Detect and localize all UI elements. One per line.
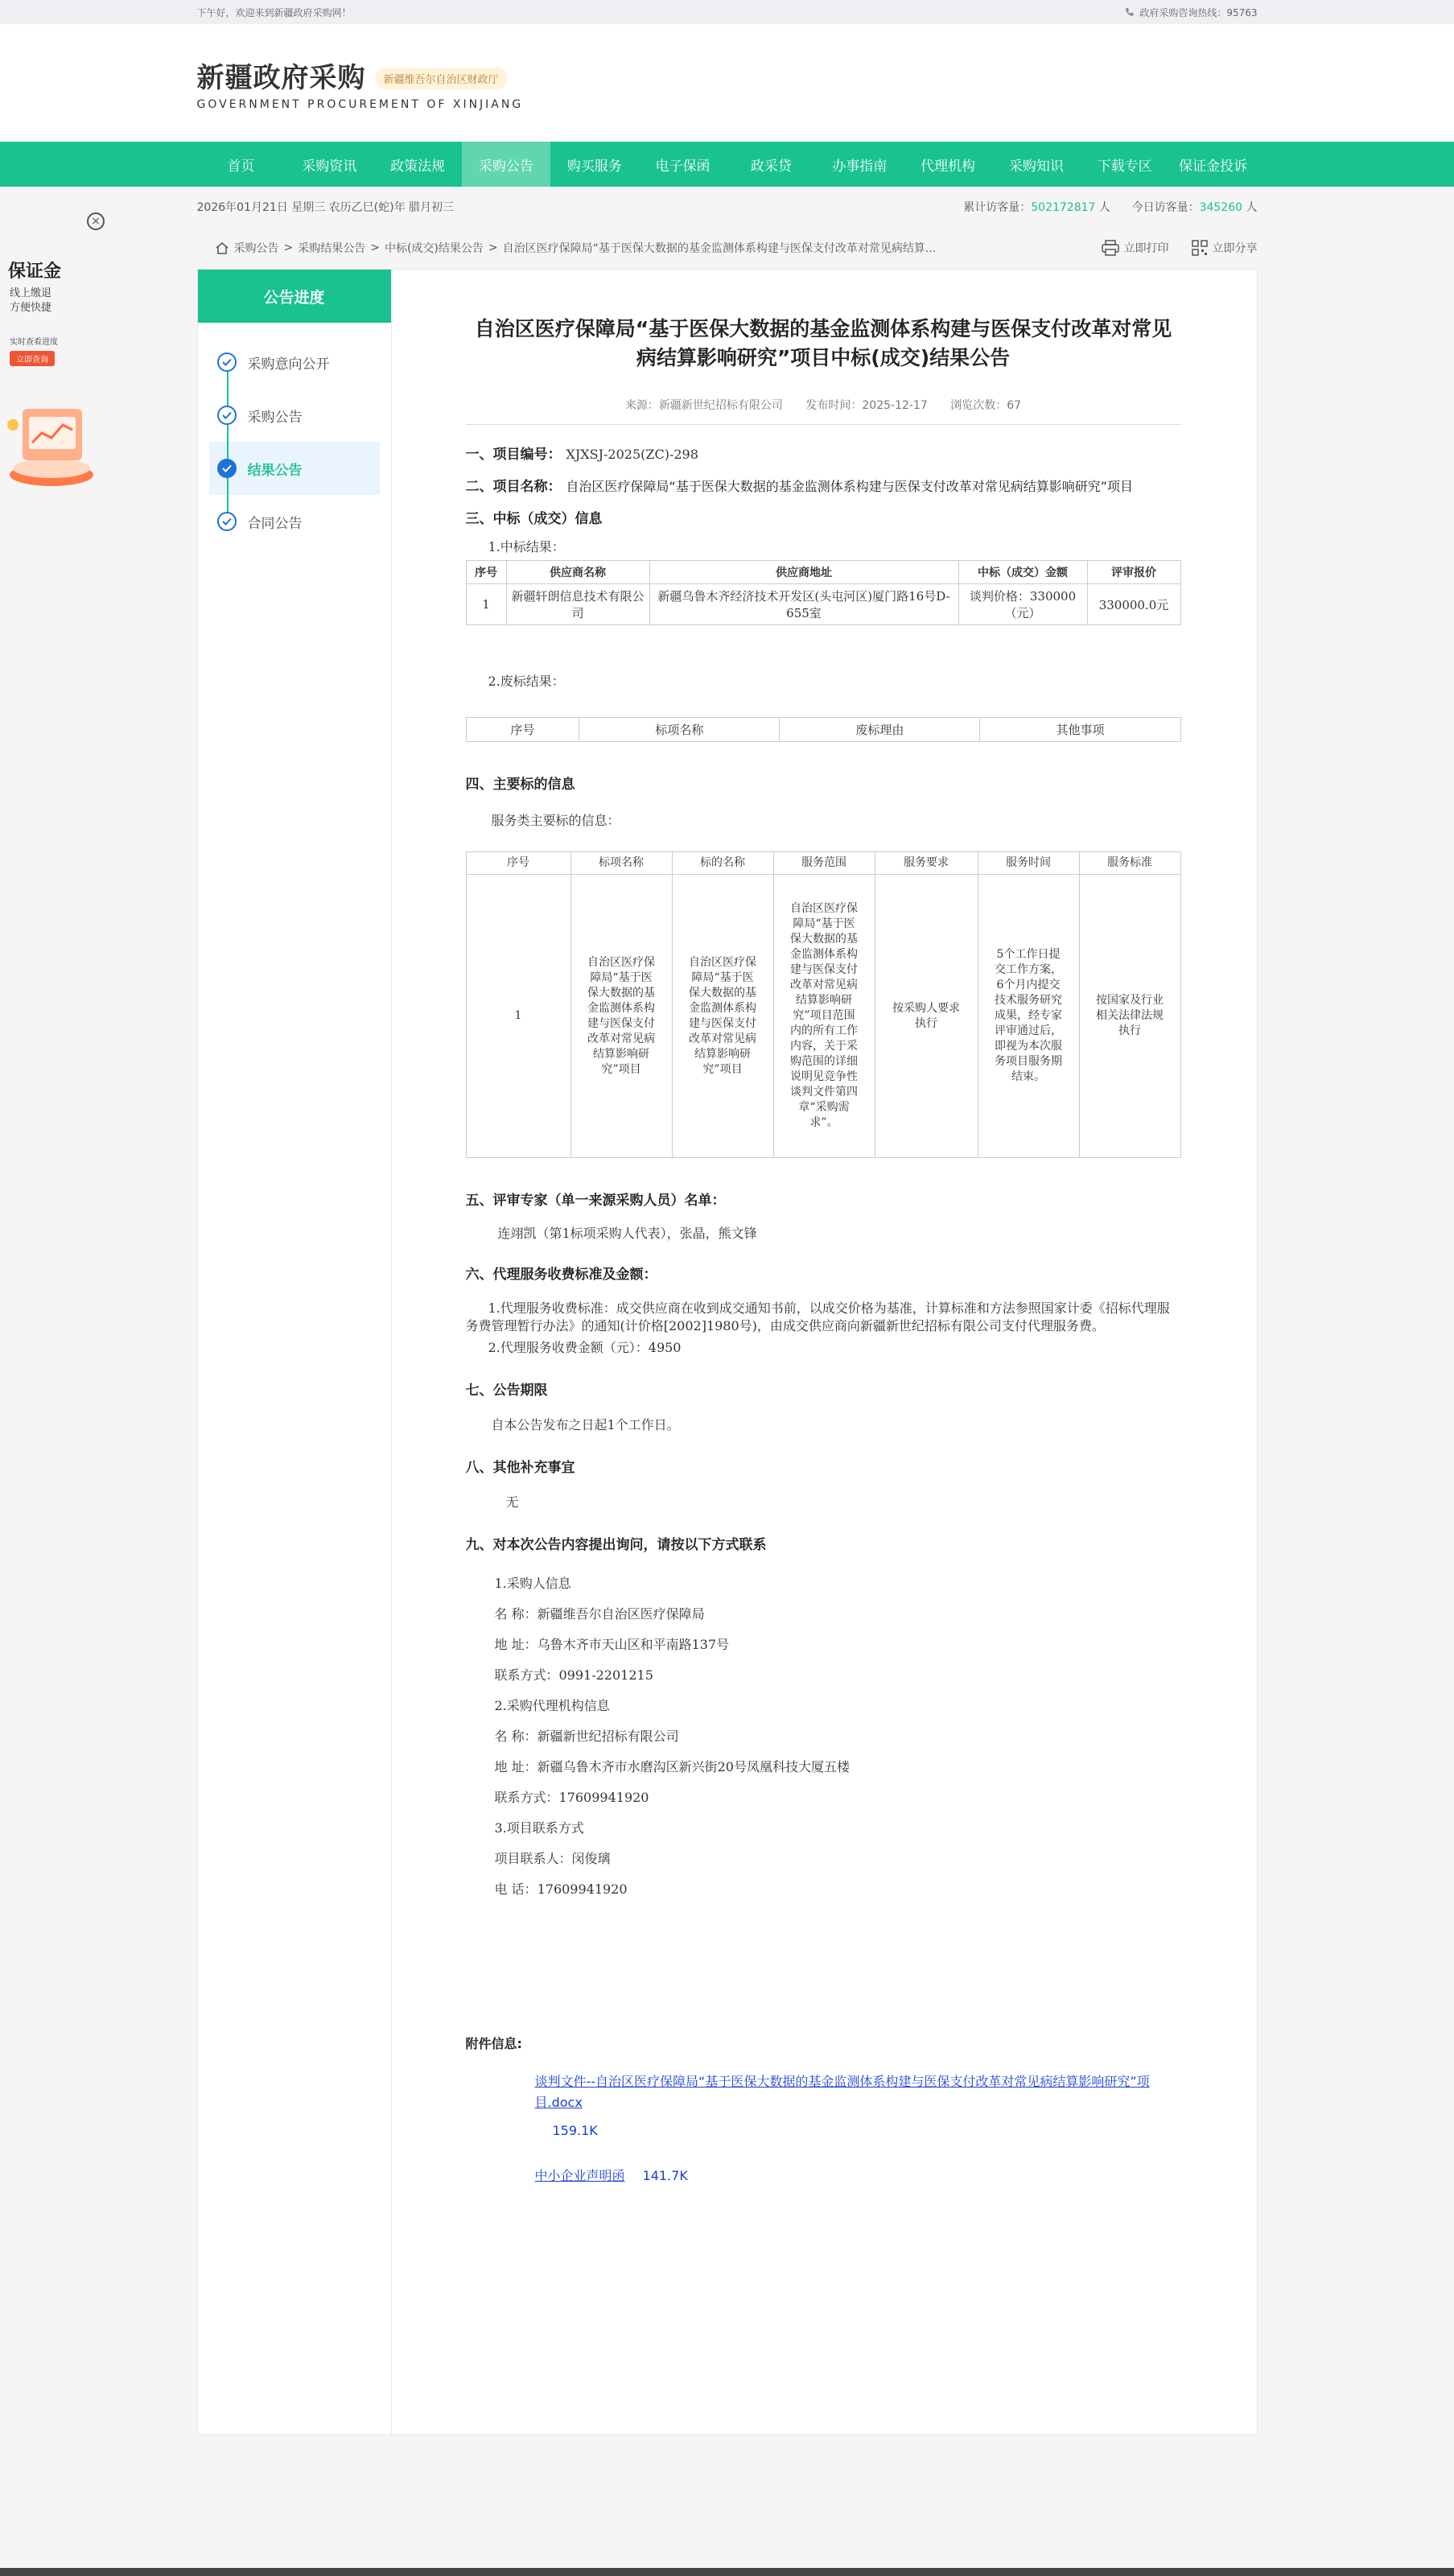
nav-item[interactable]: 政采贷 — [750, 158, 792, 175]
print-button[interactable]: 立即打印 — [1102, 240, 1169, 256]
contact-line: 地 址：乌鲁木齐市天山区和平南路137号 — [494, 1637, 730, 1652]
progress-step[interactable]: 采购意向公开 — [209, 336, 380, 389]
visitor-stats: 累计访客量：502172817 人 今日访客量：345260 人 — [963, 201, 1258, 214]
hotline: 政府采购咨询热线：95763 — [1125, 6, 1257, 19]
nav-item[interactable]: 办事指南 — [832, 158, 888, 175]
home-icon — [215, 241, 229, 254]
close-icon[interactable]: × — [87, 212, 105, 230]
logo-cn: 新疆政府采购 — [196, 61, 366, 94]
article-meta — [466, 397, 1181, 425]
nav-item[interactable]: 下载专区 — [1097, 158, 1152, 175]
section-1: 一、项目编号： XJXSJ-2025(ZC)-298 — [465, 447, 698, 463]
nav-item[interactable]: 保证金投诉 — [1179, 158, 1248, 175]
article-source: 来源：新疆新世纪招标有限公司 — [624, 399, 783, 412]
nav-item[interactable]: 政策法规 — [390, 158, 446, 175]
section-3: 三、中标（成交）信息 — [465, 511, 603, 527]
breadcrumb-current: 自治区医疗保障局“基于医保大数据的基金监测体系构建与医保支付改革对常见病结算... — [502, 242, 937, 255]
breadcrumb-item[interactable]: 采购结果公告 — [298, 242, 366, 255]
contact-line: 联系方式：0991-2201215 — [494, 1667, 653, 1683]
contact-line: 3.项目联系方式 — [494, 1820, 584, 1836]
contact-line: 名 称：新疆新世纪招标有限公司 — [494, 1729, 679, 1744]
sidebar-title: 公告进度 — [198, 270, 391, 323]
logo-tag: 新疆维吾尔自治区财政厅 — [376, 68, 507, 89]
main-nav — [0, 142, 1454, 187]
article-views: 浏览次数：67 — [950, 399, 1022, 412]
section-7: 七、公告期限 — [465, 1383, 548, 1399]
share-button[interactable]: 立即分享 — [1192, 240, 1258, 256]
winner-table: 序号 供应商名称 供应商地址 中标（成交）金额 评审报价 1 新疆轩朗信息技术有限公司 新疆乌鲁木齐经济技术开发区(头屯河区)厦门路16号D-655室 谈判价格：330000（元） 330000.0元 — [466, 560, 1181, 625]
nav-item[interactable]: 首页 — [227, 158, 255, 175]
section-9: 九、对本次公告内容提出询问，请按以下方式联系 — [465, 1537, 767, 1553]
qrcode-icon — [1192, 240, 1208, 256]
nav-item[interactable]: 购买服务 — [566, 158, 622, 175]
check-icon — [217, 512, 237, 531]
breadcrumb: 采购公告 > 采购结果公告 > 中标(成交)结果公告 > 自治区医疗保障局“基于医保大数据的基金监测体系构建与医保支付改革对常见病结算... — [197, 240, 937, 256]
check-icon — [217, 352, 237, 372]
date-bar — [0, 187, 1454, 227]
nav-item[interactable]: 采购资讯 — [302, 158, 357, 175]
section-2: 二、项目名称： 自治区医疗保障局“基于医保大数据的基金监测体系构建与医保支付改革对常见病结算影响研究”项目 — [465, 479, 1134, 495]
fail-table: 序号 标项名称 废标理由 其他事项 — [466, 717, 1181, 742]
contact-line: 电 话：17609941920 — [494, 1882, 628, 1897]
ad-query-button[interactable]: 立即查询 — [10, 351, 55, 366]
nav-item[interactable]: 代理机构 — [921, 158, 976, 175]
breadcrumb-item[interactable]: 采购公告 — [233, 242, 279, 255]
current-date: 2026年01月21日 星期三 农历乙巳(蛇)年 腊月初三 — [196, 201, 455, 214]
deposit-ad[interactable]: × 保证金 线上缴退 方便快捷 实时查看进度 立即查询 — [0, 212, 100, 494]
progress-step[interactable]: 采购公告 — [209, 389, 380, 442]
top-bar — [0, 0, 1454, 24]
site-logo[interactable] — [197, 56, 524, 111]
attachments: 谈判文件--自治区医疗保障局“基于医保大数据的基金监测体系构建与医保支付改革对常见病结算影响研究”项目.docx 159.1K 中小企业声明函 141.7K — [534, 2074, 1150, 2183]
phone-icon — [1125, 7, 1135, 17]
article: 自治区医疗保障局“基于医保大数据的基金监测体系构建与医保支付改革对常见病结算影响研究”项目中标(成交)结果公告 来源：新疆新世纪招标有限公司 发布时间：2025-12-17 浏览次数：67 一、项目编号： XJXSJ-2025(ZC)-298 二、项目名称： 自治区医疗保障局“基于医保大数据的基金监测体系构建与医保支付改革对常见病结算影响研究”项目 三、中标（成交）信息 1.中标结果： 序号 供应商名称 供应商地址 中标（成交）金额 评审报价 1 新疆轩朗信息技术有限公司 新疆乌鲁木齐经济技术开发区(头屯河区)厦门路16号D-655室 谈判价格：330000（元） 330000.0元 2.废标结果： 序号 标项名称 废标理由 其他事项 四、主要标的信息 服务类主要标的信息： 序号 标项名称 标的名称 服务范围 服务要求 服务时间 服务标准 1 自治区医疗保障局“基于医保大数据的基金监测体系构建与医保支付改革对常见病结算影响研究”项目 自治区医疗保障局“基于医保大数据的基金监测体系构建与医保支付改革对常见病结算影响研究”项目 自治区医疗保障局“基于医保大数据的基金监测体系构建与医保支付改革对常见病结算影响研究”项目范围内的所有工作内容，关于采购范围的详细说明见竞争性谈判文件第四章“采购需求”。 按采购人要求执行 5个工作日提交工作方案，6个月内提交技术服务研究成果，经专家评审通过后，即视为本次服务项目服务期结束。 按国家及行业相关法律法规执行 五、评审专家（单一来源采购人员）名单： 连翊凯（第1标项采购人代表），张晶，熊文锋 六、代理服务收费标准及金额： 1.代理服务收费标准：成交供应商在收到成交通知书前，以成交价格为基准，计算标准和方法参照国家计委《招标代理服务费管理暂行办法》的通知(计价格[2002]1980号)，由成交供应商向新疆新世纪招标有限公司支付代理服务费。 2.代理服务收费金额（元）：4950 七、公告期限 自本公告发布之日起1个工作日。 八、其他补充事宜 无 九、对本次公告内容提出询问，请按以下方式联系 1.采购人信息 名 称：新疆维吾尔自治区医疗保障局 地 址：乌鲁木齐市天山区和平南路137号 联系方式：0991-2201215 2.采购代理机构信息 名 称：新疆新世纪招标有限公司 地 址：新疆乌鲁木齐市水磨沟区新兴街20号凤凰科技大厦五楼 联系方式：17609941920 3.项目联系方式 项目联系人：闵俊璃 电 话：17609941920 附件信息: 谈判文件--自治区医疗保障局“基于医保大数据的基金监测体系构建与医保支付改革对常见病结算影响研究”项目.docx 159.1K 中小企业声明函 141.7K — [392, 269, 1258, 2435]
attachment-label: 附件信息: — [465, 2036, 522, 2051]
check-icon — [217, 459, 237, 478]
contact-line: 名 称：新疆维吾尔自治区医疗保障局 — [494, 1606, 705, 1622]
attachment-link[interactable]: 谈判文件--自治区医疗保障局“基于医保大数据的基金监测体系构建与医保支付改革对常见病结算影响研究”项目.docx — [534, 2074, 1150, 2110]
item-table: 序号 标项名称 标的名称 服务范围 服务要求 服务时间 服务标准 1 自治区医疗保障局“基于医保大数据的基金监测体系构建与医保支付改革对常见病结算影响研究”项目 自治区医疗保障局“基于医保大数据的基金监测体系构建与医保支付改革对常见病结算影响研究”项目 自治区医疗保障局“基于医保大数据的基金监测体系构建与医保支付改革对常见病结算影响研究”项目范围内的所有工作内容，关于采购范围的详细说明见竞争性谈判文件第四章“采购需求”。 按采购人要求执行 5个工作日提交工作方案，6个月内提交技术服务研究成果，经专家评审通过后，即视为本次服务项目服务期结束。 按国家及行业相关法律法规执行 — [466, 851, 1181, 1158]
section-4: 四、主要标的信息 — [465, 777, 575, 793]
nav-item[interactable]: 采购公告 — [462, 142, 550, 187]
article-title: 自治区医疗保障局“基于医保大数据的基金监测体系构建与医保支付改革对常见病结算影响研究”项目中标(成交)结果公告 — [474, 317, 1172, 369]
today-visitors: 345260 — [1199, 201, 1243, 214]
check-icon — [217, 406, 237, 425]
nav-item[interactable]: 采购知识 — [1008, 158, 1064, 175]
welcome-text: 下午好，欢迎来到新疆政府采购网！ — [196, 6, 352, 19]
contact-line: 1.采购人信息 — [494, 1576, 571, 1591]
contact-line: 地 址：新疆乌鲁木齐市水磨沟区新兴街20号凤凰科技大厦五楼 — [494, 1759, 850, 1774]
chart-illustration-icon — [5, 385, 98, 489]
total-visitors: 502172817 — [1031, 201, 1096, 214]
site-header — [0, 24, 1454, 142]
contact-line: 项目联系人：闵俊璃 — [494, 1851, 611, 1866]
attachment-link[interactable]: 中小企业声明函 — [534, 2168, 625, 2183]
contact-line: 联系方式：17609941920 — [494, 1790, 649, 1805]
contact-line: 2.采购代理机构信息 — [494, 1698, 610, 1713]
nav-item[interactable]: 电子保函 — [655, 158, 711, 175]
section-8: 八、其他补充事宜 — [465, 1460, 575, 1476]
contact-info — [466, 1568, 1181, 1905]
section-6: 六、代理服务收费标准及金额： — [465, 1267, 657, 1283]
logo-en: GOVERNMENT PROCUREMENT OF XINJIANG — [196, 97, 524, 111]
table-row: 1 自治区医疗保障局“基于医保大数据的基金监测体系构建与医保支付改革对常见病结算影响研究”项目 自治区医疗保障局“基于医保大数据的基金监测体系构建与医保支付改革对常见病结算影响研究”项目 自治区医疗保障局“基于医保大数据的基金监测体系构建与医保支付改革对常见病结算影响研究”项目范围内的所有工作内容，关于采购范围的详细说明见竞争性谈判文件第四章“采购需求”。 按采购人要求执行 5个工作日提交工作方案，6个月内提交技术服务研究成果，经专家评审通过后，即视为本次服务项目服务期结束。 按国家及行业相关法律法规执行 — [466, 875, 1180, 1158]
section-5: 五、评审专家（单一来源采购人员）名单： — [465, 1193, 726, 1209]
footer-bar — [0, 2568, 1454, 2576]
progress-step[interactable]: 合同公告 — [209, 495, 380, 548]
progress-sidebar — [197, 269, 392, 2435]
progress-step[interactable]: 结果公告 — [209, 442, 380, 495]
breadcrumb-item[interactable]: 中标(成交)结果公告 — [384, 242, 484, 255]
printer-icon — [1102, 240, 1119, 256]
article-date: 发布时间：2025-12-17 — [805, 399, 928, 412]
table-row: 1 新疆轩朗信息技术有限公司 新疆乌鲁木齐经济技术开发区(头屯河区)厦门路16号D-655室 谈判价格：330000（元） 330000.0元 — [466, 584, 1180, 625]
